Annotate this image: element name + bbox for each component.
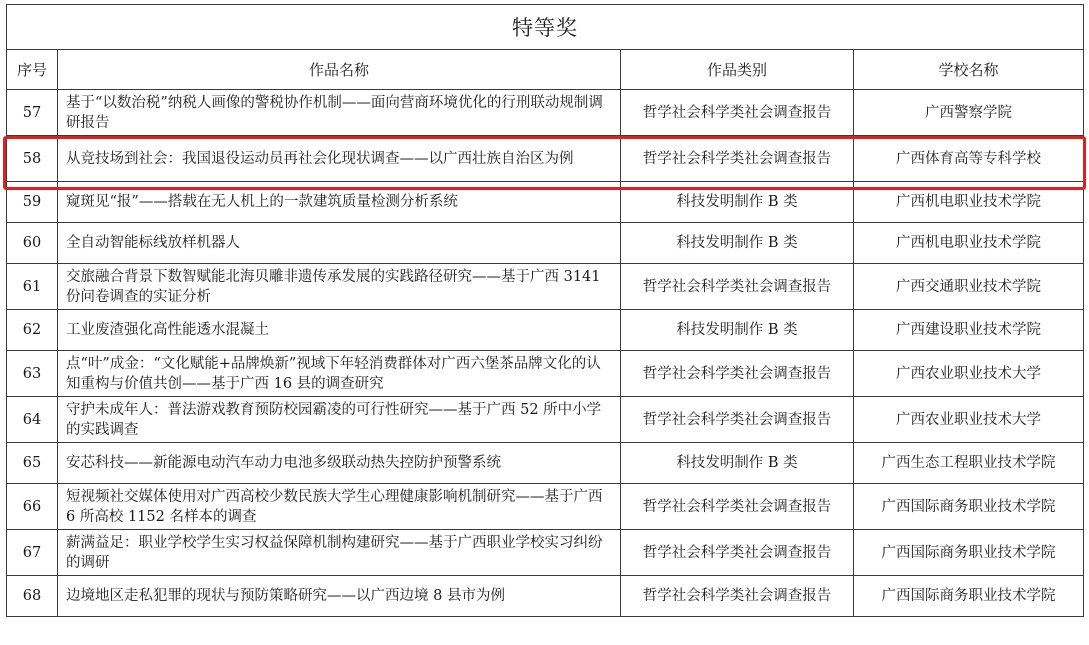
row-school: 广西生态工程职业技术学院 <box>854 443 1084 484</box>
row-title: 点“叶”成金：“文化赋能+品牌焕新”视域下年轻消费群体对广西六堡茶品牌文化的认知重构与价值共创——基于广西 16 县的调查研究 <box>58 351 621 397</box>
row-category: 哲学社会科学类社会调查报告 <box>621 351 854 397</box>
row-category: 哲学社会科学类社会调查报告 <box>621 484 854 530</box>
row-title: 边境地区走私犯罪的现状与预防策略研究——以广西边境 8 县市为例 <box>58 576 621 617</box>
row-school: 广西机电职业技术学院 <box>854 223 1084 264</box>
row-num: 61 <box>7 264 58 310</box>
table-row <box>7 443 1084 484</box>
row-title: 薪满益足：职业学校学生实习权益保障机制构建研究——基于广西职业学校实习纠纷的调研 <box>58 530 621 576</box>
row-num: 66 <box>7 484 58 530</box>
row-school: 广西农业职业技术大学 <box>854 397 1084 443</box>
row-category: 哲学社会科学类社会调查报告 <box>621 576 854 617</box>
row-num: 67 <box>7 530 58 576</box>
award-table <box>6 4 1084 617</box>
row-category: 哲学社会科学类社会调查报告 <box>621 397 854 443</box>
row-num: 63 <box>7 351 58 397</box>
row-category: 科技发明制作 B 类 <box>621 223 854 264</box>
row-school: 广西机电职业技术学院 <box>854 182 1084 223</box>
header-num: 序号 <box>7 50 58 90</box>
row-num: 58 <box>7 136 58 182</box>
row-num: 59 <box>7 182 58 223</box>
row-category: 哲学社会科学类社会调查报告 <box>621 264 854 310</box>
row-school: 广西农业职业技术大学 <box>854 351 1084 397</box>
row-num: 60 <box>7 223 58 264</box>
row-title: 基于“以数治税”纳税人画像的警税协作机制——面向营商环境优化的行刑联动规制调研报告 <box>58 90 621 136</box>
row-category: 哲学社会科学类社会调查报告 <box>621 530 854 576</box>
row-title: 工业废渣强化高性能透水混凝土 <box>58 310 621 351</box>
table-header-row <box>7 50 1084 90</box>
row-category: 科技发明制作 B 类 <box>621 182 854 223</box>
table-row <box>7 397 1084 443</box>
row-title: 全自动智能标线放样机器人 <box>58 223 621 264</box>
table-row <box>7 223 1084 264</box>
table-title-row <box>7 5 1084 50</box>
row-num: 57 <box>7 90 58 136</box>
table-row <box>7 264 1084 310</box>
table-row-highlighted <box>7 136 1084 182</box>
table-row <box>7 310 1084 351</box>
row-school: 广西国际商务职业技术学院 <box>854 576 1084 617</box>
row-title: 短视频社交媒体使用对广西高校少数民族大学生心理健康影响机制研究——基于广西 6 所高校 1152 名样本的调查 <box>58 484 621 530</box>
row-school: 广西国际商务职业技术学院 <box>854 484 1084 530</box>
row-category: 哲学社会科学类社会调查报告 <box>621 90 854 136</box>
row-school: 广西建设职业技术学院 <box>854 310 1084 351</box>
table-row <box>7 351 1084 397</box>
table-row <box>7 90 1084 136</box>
header-category: 作品类别 <box>621 50 854 90</box>
row-title: 从竞技场到社会：我国退役运动员再社会化现状调查——以广西壮族自治区为例 <box>58 136 621 182</box>
table-title: 特等奖 <box>7 5 1084 50</box>
table-row <box>7 182 1084 223</box>
row-num: 65 <box>7 443 58 484</box>
row-school: 广西国际商务职业技术学院 <box>854 530 1084 576</box>
row-title: 安芯科技——新能源电动汽车动力电池多级联动热失控防护预警系统 <box>58 443 621 484</box>
header-title: 作品名称 <box>58 50 621 90</box>
row-school: 广西警察学院 <box>854 90 1084 136</box>
row-title: 交旅融合背景下数智赋能北海贝雕非遗传承发展的实践路径研究——基于广西 3141 份问卷调查的实证分析 <box>58 264 621 310</box>
row-school: 广西体育高等专科学校 <box>854 136 1084 182</box>
row-title: 窥斑见“报”——搭载在无人机上的一款建筑质量检测分析系统 <box>58 182 621 223</box>
award-table-frame <box>6 4 1083 641</box>
row-num: 62 <box>7 310 58 351</box>
row-category: 哲学社会科学类社会调查报告 <box>621 136 854 182</box>
row-title: 守护未成年人：普法游戏教育预防校园霸凌的可行性研究——基于广西 52 所中小学的实践调查 <box>58 397 621 443</box>
row-num: 68 <box>7 576 58 617</box>
table-row <box>7 576 1084 617</box>
row-school: 广西交通职业技术学院 <box>854 264 1084 310</box>
row-category: 科技发明制作 B 类 <box>621 443 854 484</box>
row-num: 64 <box>7 397 58 443</box>
row-category: 科技发明制作 B 类 <box>621 310 854 351</box>
table-row <box>7 484 1084 530</box>
table-row <box>7 530 1084 576</box>
header-school: 学校名称 <box>854 50 1084 90</box>
